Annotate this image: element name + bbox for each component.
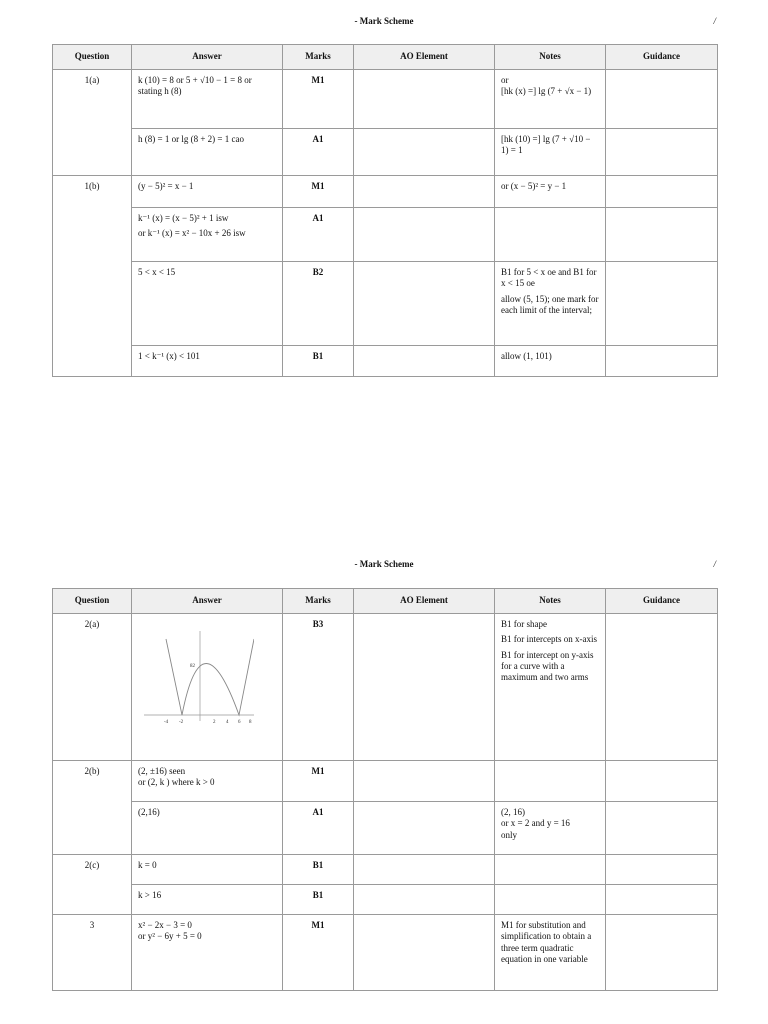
answer-cell xyxy=(132,915,283,991)
answer-cell xyxy=(132,761,283,802)
marks-cell: M1 xyxy=(283,915,354,991)
table-row xyxy=(53,176,718,208)
answer-cell xyxy=(132,262,283,346)
header-answer: Answer xyxy=(132,45,283,70)
answer-line: (2,16) xyxy=(138,807,160,817)
answer-cell xyxy=(132,614,283,761)
guidance-cell xyxy=(606,70,718,129)
curve-path xyxy=(166,639,254,715)
notes-line: or xyxy=(501,75,509,85)
question-cell: 1(a) xyxy=(53,70,132,176)
answer-line: 5 < x < 15 xyxy=(138,267,176,277)
table-row xyxy=(53,855,718,885)
table-row xyxy=(53,761,718,802)
ao-cell xyxy=(354,129,495,176)
notes-cell xyxy=(495,346,606,377)
notes-line: (2, 16) xyxy=(501,807,525,817)
guidance-cell xyxy=(606,346,718,377)
table-row xyxy=(53,129,718,176)
ao-cell xyxy=(354,802,495,855)
ao-cell xyxy=(354,855,495,885)
notes-line: B1 for intercepts on x-axis xyxy=(501,634,597,645)
answer-line: (y − 5)² = x − 1 xyxy=(138,181,194,191)
answer-line: k = 0 xyxy=(138,860,157,870)
marks-cell: B1 xyxy=(283,855,354,885)
ao-cell xyxy=(354,208,495,262)
ao-cell xyxy=(354,885,495,915)
mark-scheme-table-1 xyxy=(52,44,718,377)
answer-line: or y² − 6y + 5 = 0 xyxy=(138,931,202,942)
marks-cell: M1 xyxy=(283,70,354,129)
marks-cell: A1 xyxy=(283,208,354,262)
header-question: Question xyxy=(53,45,132,70)
answer-line: k > 16 xyxy=(138,890,162,900)
page-mark: / xyxy=(713,16,716,26)
table-row xyxy=(53,802,718,855)
answer-line: 1 < k⁻¹ (x) < 101 xyxy=(138,351,200,361)
ao-cell xyxy=(354,70,495,129)
answer-cell xyxy=(132,129,283,176)
x-tick-label: -2 xyxy=(179,720,184,723)
header-ao-element: AO Element xyxy=(354,45,495,70)
header-ao-element: AO Element xyxy=(354,589,495,614)
table-row xyxy=(53,346,718,377)
notes-line: or (x − 5)² = y − 1 xyxy=(501,181,567,191)
guidance-cell xyxy=(606,262,718,346)
header-question: Question xyxy=(53,589,132,614)
page-mark: / xyxy=(713,559,716,569)
header-marks: Marks xyxy=(283,589,354,614)
ao-cell xyxy=(354,262,495,346)
x-tick-label: 8 xyxy=(249,720,252,723)
question-cell: 2(b) xyxy=(53,761,132,855)
page-header-2 xyxy=(0,559,768,573)
answer-cell xyxy=(132,346,283,377)
question-cell: 1(b) xyxy=(53,176,132,377)
table-header-row xyxy=(53,589,718,614)
ao-cell xyxy=(354,614,495,761)
marks-cell: M1 xyxy=(283,761,354,802)
page-title: - Mark Scheme xyxy=(354,559,414,569)
notes-line: [hk (10) =] lg (7 + √10 − 1) = 1 xyxy=(501,134,591,156)
marks-cell: M1 xyxy=(283,176,354,208)
header-guidance: Guidance xyxy=(606,45,718,70)
header-notes: Notes xyxy=(495,589,606,614)
answer-line: or k⁻¹ (x) = x² − 10x + 26 isw xyxy=(138,228,246,239)
answer-line: or (2, k ) where k > 0 xyxy=(138,777,215,788)
marks-cell: B1 xyxy=(283,346,354,377)
notes-cell xyxy=(495,70,606,129)
guidance-cell xyxy=(606,208,718,262)
marks-cell: A1 xyxy=(283,802,354,855)
notes-cell xyxy=(495,802,606,855)
header-marks: Marks xyxy=(283,45,354,70)
answer-cell xyxy=(132,208,283,262)
guidance-cell xyxy=(606,915,718,991)
notes-line: only xyxy=(501,829,518,840)
notes-cell xyxy=(495,855,606,885)
answer-line: k⁻¹ (x) = (x − 5)² + 1 isw xyxy=(138,213,229,223)
answer-cell xyxy=(132,70,283,129)
table-row xyxy=(53,208,718,262)
marks-cell: B2 xyxy=(283,262,354,346)
answer-line: stating h (8) xyxy=(138,86,182,97)
mark-scheme-table-2 xyxy=(52,588,718,991)
x-tick-label: 6 xyxy=(238,720,241,723)
ao-cell xyxy=(354,915,495,991)
guidance-cell xyxy=(606,802,718,855)
header-guidance: Guidance xyxy=(606,589,718,614)
answer-line: (2, ±16) seen xyxy=(138,766,186,776)
table-row xyxy=(53,262,718,346)
header-notes: Notes xyxy=(495,45,606,70)
notes-cell xyxy=(495,208,606,262)
answer-cell xyxy=(132,802,283,855)
notes-cell xyxy=(495,129,606,176)
guidance-cell xyxy=(606,176,718,208)
answer-cell xyxy=(132,176,283,208)
notes-line: allow (5, 15); one mark for each limit of the interval; xyxy=(501,293,599,315)
guidance-cell xyxy=(606,129,718,176)
notes-line: allow (1, 101) xyxy=(501,351,552,361)
page-title: - Mark Scheme xyxy=(354,16,414,26)
notes-line: B1 for 5 < x oe and B1 for x < 15 oe xyxy=(501,267,597,289)
question-cell: 2(c) xyxy=(53,855,132,915)
notes-cell xyxy=(495,176,606,208)
header-answer: Answer xyxy=(132,589,283,614)
question-cell: 3 xyxy=(53,915,132,991)
answer-line: k (10) = 8 or 5 + √10 − 1 = 8 or xyxy=(138,75,252,85)
notes-cell xyxy=(495,262,606,346)
guidance-cell xyxy=(606,761,718,802)
table-row xyxy=(53,885,718,915)
table-row xyxy=(53,915,718,991)
notes-line: or x = 2 and y = 16 xyxy=(501,818,570,829)
notes-line: B1 for shape xyxy=(501,619,547,629)
marks-cell: B3 xyxy=(283,614,354,761)
table-row xyxy=(53,614,718,761)
notes-line: [hk (x) =] lg (7 + √x − 1) xyxy=(501,86,592,97)
curve-sketch xyxy=(144,627,254,723)
x-tick-label: 2 xyxy=(213,720,216,723)
x-tick-label: 4 xyxy=(226,720,229,723)
guidance-cell xyxy=(606,614,718,761)
notes-line: B1 for intercept on y-axis for a curve with a maximum and two arms xyxy=(501,649,594,682)
question-cell: 2(a) xyxy=(53,614,132,761)
ao-cell xyxy=(354,346,495,377)
x-tick-label: -4 xyxy=(164,720,169,723)
answer-cell xyxy=(132,885,283,915)
table-header-row xyxy=(53,45,718,70)
answer-cell xyxy=(132,855,283,885)
table-row xyxy=(53,70,718,129)
answer-line: x² − 2x − 3 = 0 xyxy=(138,920,192,930)
ao-cell xyxy=(354,176,495,208)
guidance-cell xyxy=(606,885,718,915)
y-intercept-label: 82 xyxy=(190,664,195,669)
notes-line: M1 for substitution and simplification to obtain a three term quadratic equation in one variable xyxy=(501,920,592,964)
marks-cell: A1 xyxy=(283,129,354,176)
answer-line: h (8) = 1 or lg (8 + 2) = 1 cao xyxy=(138,134,244,144)
notes-cell xyxy=(495,614,606,761)
notes-cell xyxy=(495,915,606,991)
ao-cell xyxy=(354,761,495,802)
guidance-cell xyxy=(606,855,718,885)
page-header-1 xyxy=(0,16,768,30)
marks-cell: B1 xyxy=(283,885,354,915)
notes-cell xyxy=(495,761,606,802)
notes-cell xyxy=(495,885,606,915)
